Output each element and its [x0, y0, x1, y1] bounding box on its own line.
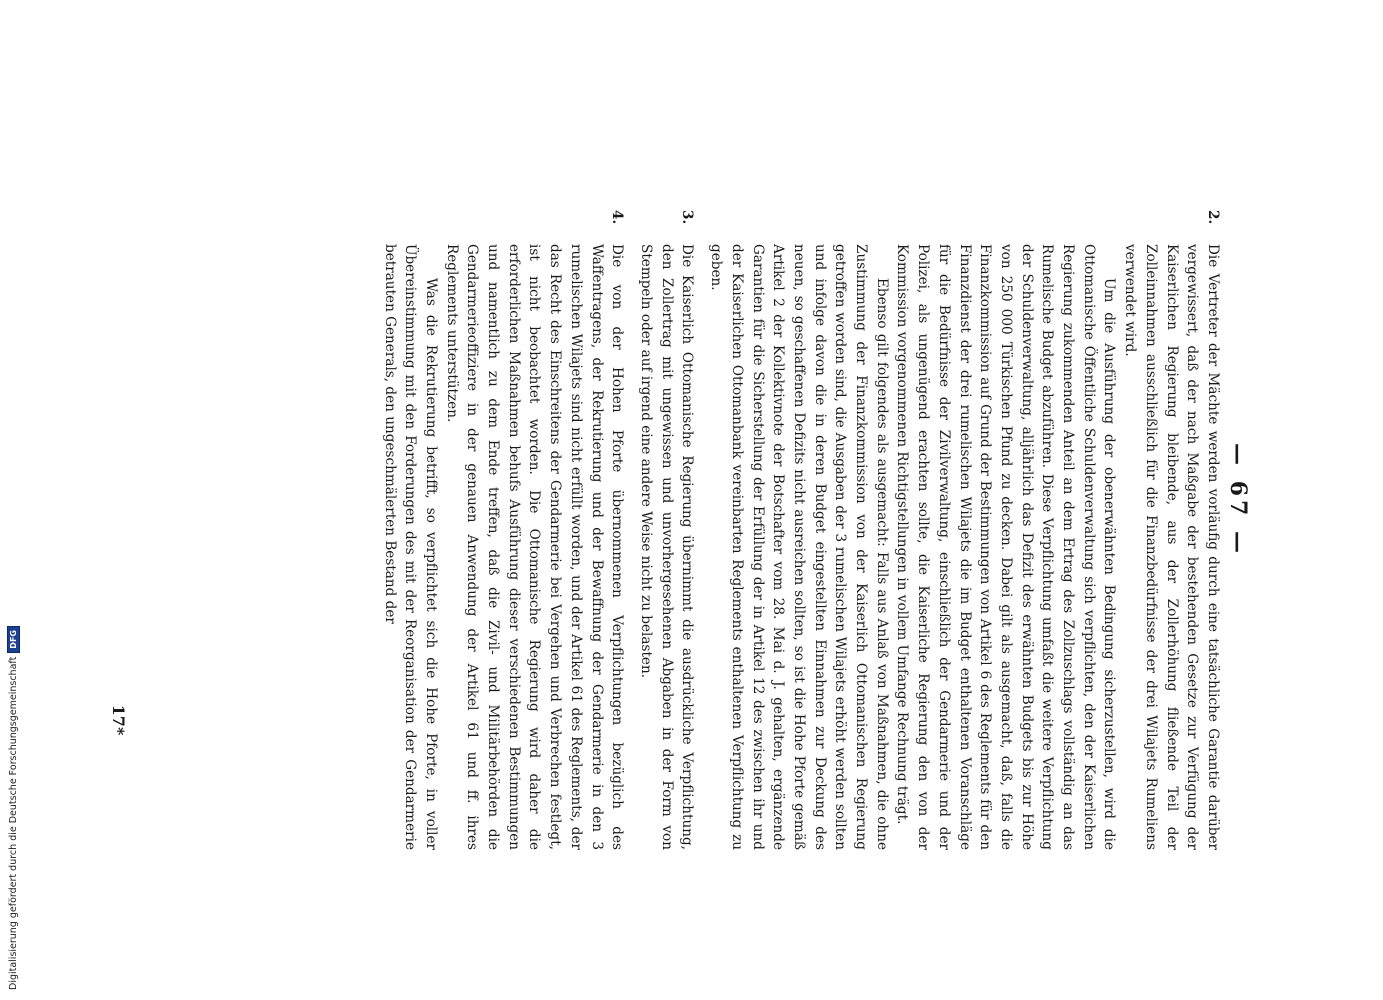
list-item	[379, 210, 627, 850]
document-body	[371, 210, 1223, 850]
dfg-logo-icon: DFG	[7, 626, 20, 653]
digitization-credit	[2, 600, 24, 990]
paragraph: Was die Rekrutierung betrifft, so verpflichtet sich die Hohe Pforte, in voller Übereinstimmung mit den Forderungen des mit der Reorganisation der Gendarmerie betrauten Generals, den ungeschmälerten Bestand der	[381, 244, 439, 850]
paragraph: Um die Ausführung der obenerwähnten Bedingung sicherzustellen, wird die Ottomanische Öffentliche Schuldenverwaltung sich verpflichten, den der Kaiserlichen Regierung zukommenden Anteil an dem Ertrag des Zollzuschlags vollständig an das Rumelische Budget abzuführen. Diese Verpflichtung umfaßt die weitere Verpflichtung der Schuldenverwaltung, alljährlich das Defizit des erwähnten Budgets bis zur Höhe von 250 000 Türkischen Pfund zu decken. Dabei gilt als ausgemacht, daß, falls die Finanzkommission auf Grund der Bestimmungen von Artikel 6 des Reglements für den Finanzdienst der drei rumelischen Wilajets die im Budget enthaltenen Voranschläge für die Bedürfnisse der Zivilverwaltung, einschließlich der Gendarmerie und der Polizei, als ungenügend erachten sollte, die Kaiserliche Regierung den von der Kommission vorgenommenen Richtigstellungen in vollem Umfange Rechnung trägt.	[894, 244, 1118, 850]
sheet-signature: 17*	[109, 704, 128, 736]
paragraph: Die Kaiserlich Ottomanische Regierung übernimmt die ausdrückliche Verpflichtung, den Zollertrag mit ungewissen und unvorhergesehenen Abgaben in der Form von Stempeln oder auf irgend eine andere Weise nicht zu belasten.	[638, 244, 696, 850]
paragraph: Die Vertreter der Mächte werden vorläufig durch eine tatsächliche Garantie darüber vergewissert, daß der nach Maßgabe der bestehenden Gesetze zur Verfügung der Kaiserlichen Regierung bleibende, aus der Zollerhöhung fließende Teil der Zolleinnahmen ausschließlich für die Finanzbedürfnisse der drei Wilajets Rumeliens verwendet wird.	[1122, 244, 1221, 850]
paragraph: Die von der Hohen Pforte übernommenen Verpflichtungen bezüglich des Waffentragens, der Rekrutierung und der Bewaffnung der Gendarmerie in den 3 rumelischen Wilajets sind nicht erfüllt worden, und der Artikel 61 des Reglements, der das Recht des Einschreitens der Gendarmerie bei Vergehen und Verbrechen festlegt, ist nicht beobachtet worden. Die Ottomanische Regierung wird daher die erforderlichen Maßnahmen behufs Ausführung dieser verschiedenen Bestimmungen und namentlich zu dem Ende treffen, daß die Zivil- und Militärbehörden die Gendarmerieoffiziere in der genauen Anwendung der Artikel 61 und ff. ihres Reglements unterstützen.	[443, 244, 626, 850]
page-number: — 67 —	[1225, 443, 1251, 557]
credit-text: Digitalisierung gefördert durch die Deutsche Forschungsgemeinschaft	[7, 656, 19, 990]
list-item	[705, 210, 1223, 850]
item-number: 2.	[1205, 210, 1221, 225]
item-number: 3.	[679, 210, 696, 225]
paragraph: Ebenso gilt folgendes als ausgemacht: Falls aus Anlaß von Maßnahmen, die ohne Zustimmung der Finanzkommission von der Kaiserlich Ottomanischen Regierung getroffen worden sind, die Ausgaben der 3 rumelischen Wilajets erhöht werden sollten und infolge davon die in deren Budget eingestellten Einnahmen zur Deckung des neuen, so geschaffenen Defizits nicht ausreichen sollten, so ist die Hohe Pforte gemäß Artikel 2 der Kollektivnote der Botschafter vom 28. Mai d. J. gehalten, ergänzende Garantien für die Sicherstellung der Erfüllung der in Artikel 12 des zwischen ihr und der Kaiserlichen Ottomanbank vereinbarten Reglements enthaltenen Verpflichtung zu geben.	[708, 244, 890, 850]
list-item	[635, 210, 697, 850]
item-number: 4.	[609, 210, 626, 225]
